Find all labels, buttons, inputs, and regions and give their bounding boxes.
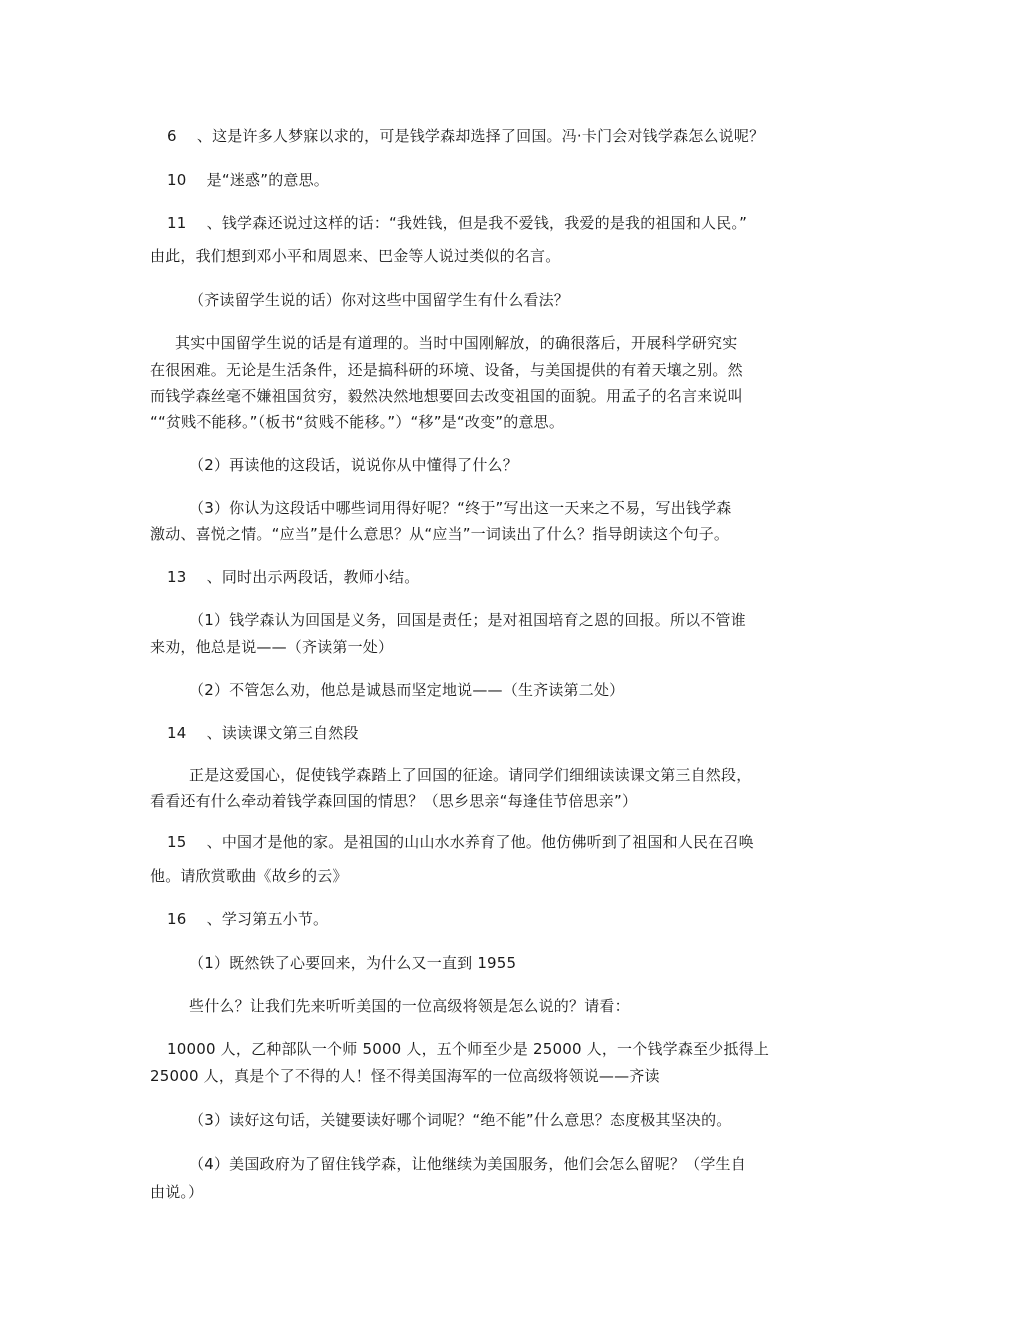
text-line: 14 、读读课文第三自然段 [167, 724, 359, 742]
text-line: ““贫贱不能移。”（板书“贫贱不能移。”）“移”是“改变”的意思。 [150, 413, 565, 431]
text-line: 其实中国留学生说的话是有道理的。当时中国刚解放，的确很落后，开展科学研究实 [175, 334, 738, 352]
text-line: （3）读好这句话，关键要读好哪个词呢？“绝不能”什么意思？态度极其坚决的。 [189, 1111, 732, 1129]
text-line: 15 、中国才是他的家。是祖国的山山水水养育了他。他仿佛听到了祖国和人民在召唤 [167, 833, 754, 851]
text-line: 10 是“迷惑”的意思。 [167, 171, 329, 189]
text-line: 而钱学森丝毫不嫌祖国贫穷，毅然决然地想要回去改变祖国的面貌。用孟子的名言来说叫 [150, 387, 743, 405]
text-line: 16 、学习第五小节。 [167, 910, 329, 928]
text-line: 激动、喜悦之情。“应当”是什么意思？从“应当”一词读出了什么？指导朗读这个句子。 [150, 525, 730, 543]
text-line: （3）你认为这段话中哪些词用得好呢？“终于”写出这一天来之不易，写出钱学森 [189, 499, 732, 517]
text-line: 些什么？让我们先来听听美国的一位高级将领是怎么说的？请看： [189, 997, 630, 1015]
text-line: 13 、同时出示两段话，教师小结。 [167, 568, 420, 586]
text-line: 25000 人，真是个了不得的人！怪不得美国海军的一位高级将领说——齐读 [150, 1067, 660, 1085]
text-line: 正是这爱国心，促使钱学森踏上了回国的征途。请同学们细细读读课文第三自然段， [189, 766, 752, 784]
text-line: （1）钱学森认为回国是义务，回国是责任；是对祖国培育之恩的回报。所以不管谁 [189, 611, 746, 629]
text-line: 6 、这是许多人梦寐以求的，可是钱学森却选择了回国。冯·卡门会对钱学森怎么说呢？ [167, 127, 765, 145]
text-line: 10000 人，乙种部队一个师 5000 人，五个师至少是 25000 人，一个钱学森至少抵得上 [167, 1040, 770, 1058]
text-line: 他。请欣赏歌曲《故乡的云》 [150, 867, 348, 885]
text-line: 看看还有什么牵动着钱学森回国的情思？（思乡思亲“每逢佳节倍思亲”） [150, 792, 638, 810]
text-line: 在很困难。无论是生活条件，还是搞科研的环境、设备，与美国提供的有着天壤之别。然 [150, 361, 743, 379]
text-line: （2）再读他的这段话，说说你从中懂得了什么？ [189, 456, 518, 474]
text-line: （齐读留学生说的话）你对这些中国留学生有什么看法？ [189, 291, 570, 309]
text-line: 11 、钱学森还说过这样的话：“我姓钱，但是我不爱钱，我爱的是我的祖国和人民。” [167, 214, 748, 232]
text-line: 来劝，他总是说——（齐读第一处） [150, 638, 394, 656]
text-line: （1）既然铁了心要回来，为什么又一直到 1955 [189, 954, 517, 972]
text-line: （2）不管怎么劝，他总是诚恳而坚定地说——（生齐读第二处） [189, 681, 625, 699]
text-line: 由此，我们想到邓小平和周恩来、巴金等人说过类似的名言。 [150, 247, 561, 265]
text-line: 由说。） [150, 1183, 204, 1201]
text-line: （4）美国政府为了留住钱学森，让他继续为美国服务，他们会怎么留呢？（学生自 [189, 1155, 746, 1173]
